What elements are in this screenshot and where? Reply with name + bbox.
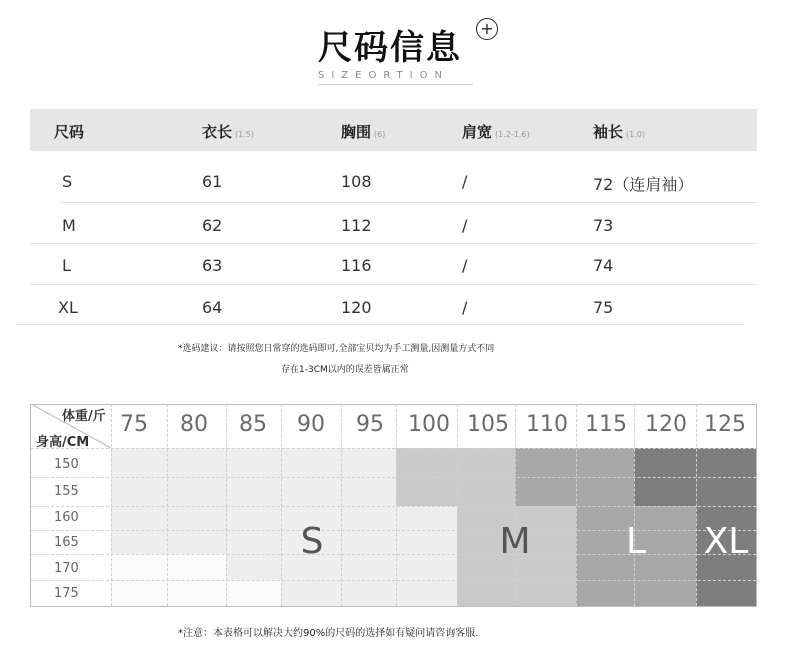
table-cell: 64	[202, 298, 223, 317]
weight-tick: 75	[120, 412, 148, 437]
table-cell: XL	[58, 298, 78, 317]
table-cell: 116	[341, 256, 372, 275]
grid-line	[31, 448, 756, 449]
height-tick: 155	[54, 484, 79, 499]
zone-s-cell	[111, 554, 226, 580]
height-tick: 170	[54, 561, 79, 576]
height-tick: 175	[54, 586, 79, 601]
height-tick: 150	[54, 457, 79, 472]
table-cell: 75	[593, 298, 614, 317]
row-divider	[30, 243, 757, 244]
weight-tick: 85	[239, 412, 267, 437]
table-cell: L	[62, 256, 71, 275]
column-header-sleeve: 袖长 (1.0)	[593, 123, 645, 141]
grid-line	[31, 506, 756, 507]
table-cell: 73	[593, 216, 614, 235]
grid-line	[31, 580, 756, 581]
table-cell: /	[462, 256, 468, 275]
zone-label-s: S	[300, 521, 324, 562]
plus-circle-icon: +	[476, 18, 498, 40]
weight-tick: 90	[297, 412, 325, 437]
zone-s-cell	[111, 580, 281, 606]
sizing-tolerance-note: 存在1-3CM以内的误差皆属正常	[281, 365, 409, 375]
subtitle-underline	[318, 84, 473, 85]
table-cell: 63	[202, 256, 223, 275]
page-subtitle: SIZEORTION	[318, 70, 449, 81]
weight-tick: 115	[585, 412, 627, 437]
table-cell: S	[62, 172, 73, 191]
row-divider	[16, 324, 744, 325]
row-divider	[30, 284, 757, 285]
sizing-advice-note: *选码建议：请按照您日常穿的选码即可,全部宝贝均为手工测量,因测量方式不同	[178, 344, 495, 354]
table-cell: 120	[341, 298, 372, 317]
table-cell: 72（连肩袖）	[593, 175, 694, 194]
zone-label-m: M	[499, 521, 531, 562]
table-cell: M	[62, 216, 76, 235]
weight-tick: 120	[645, 412, 687, 437]
weight-tick: 100	[408, 412, 450, 437]
column-header-chest: 胸围 (6)	[341, 123, 386, 141]
zone-label-xl: XL	[703, 521, 749, 562]
table-cell: 112	[341, 216, 372, 235]
table-cell: /	[462, 172, 468, 191]
table-cell: 74	[593, 256, 614, 275]
footer-note: *注意：本表格可以解决大约90%的尺码的选择如有疑问请咨询客服.	[178, 628, 479, 639]
height-tick: 160	[54, 510, 79, 525]
height-tick: 165	[54, 535, 79, 550]
column-header-size: 尺码	[54, 123, 85, 141]
height-axis-label: 身高/CM	[36, 435, 90, 450]
weight-tick: 105	[467, 412, 509, 437]
table-cell: 108	[341, 172, 372, 191]
zone-label-l: L	[625, 521, 647, 562]
weight-tick: 110	[526, 412, 568, 437]
table-cell: 61	[202, 172, 223, 191]
page-title: 尺码信息	[318, 28, 462, 68]
size-table-header	[30, 109, 757, 151]
grid-line	[31, 477, 756, 478]
weight-tick: 125	[704, 412, 746, 437]
weight-axis-label: 体重/斤	[62, 409, 106, 424]
zone-s-cell	[281, 580, 457, 606]
weight-tick: 80	[180, 412, 208, 437]
weight-tick: 95	[356, 412, 384, 437]
table-cell: /	[462, 298, 468, 317]
table-cell: /	[462, 216, 468, 235]
column-header-shoulder: 肩宽 (1.2-1.6)	[462, 123, 530, 141]
column-header-length: 衣长 (1.5)	[202, 123, 254, 141]
row-divider	[60, 202, 757, 203]
table-cell: 62	[202, 216, 223, 235]
